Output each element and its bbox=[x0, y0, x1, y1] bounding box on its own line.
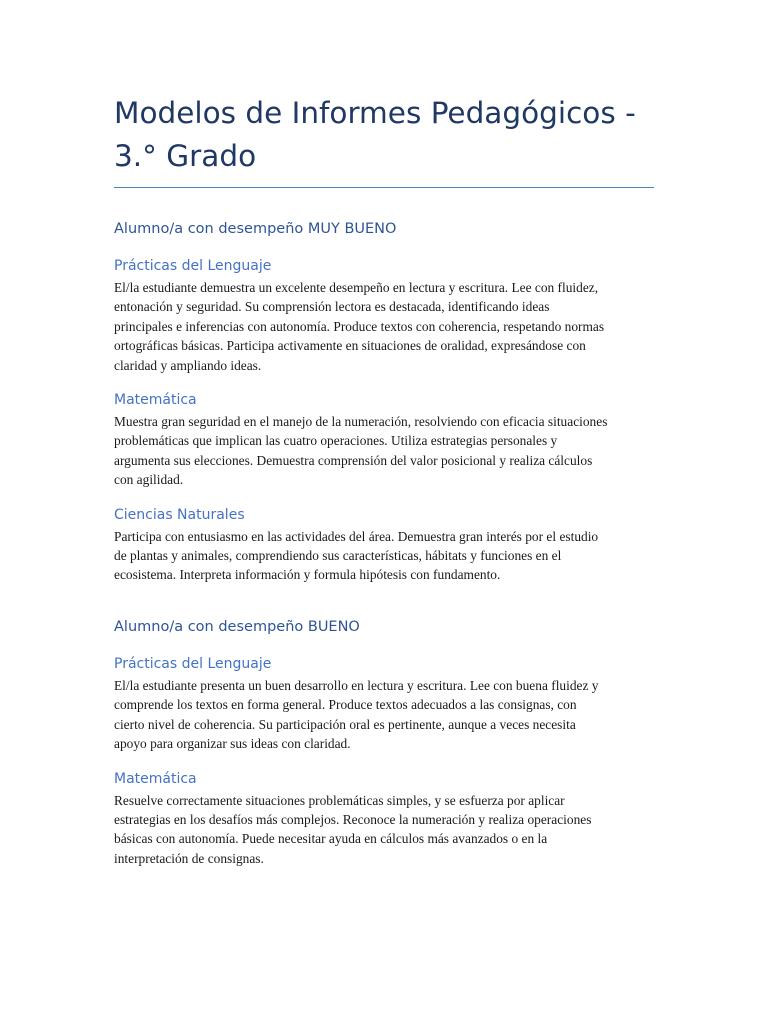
subject-block bbox=[114, 505, 644, 585]
subject-block bbox=[114, 256, 644, 375]
subject-block bbox=[114, 654, 644, 754]
subject-paragraph bbox=[114, 412, 644, 490]
paragraph-line: básicas con autonomía. Puede necesitar ayuda en cálculos más avanzados o en la bbox=[114, 831, 548, 847]
section-heading: Alumno/a con desempeño BUENO bbox=[114, 618, 360, 635]
paragraph-line: Participa con entusiasmo en las actividades del área. Demuestra gran interés por el estudio bbox=[114, 528, 599, 544]
document-title: Modelos de Informes Pedagógicos - 3.° Grado bbox=[114, 92, 654, 188]
paragraph-line: con agilidad. bbox=[114, 472, 184, 488]
section-muy-bueno bbox=[114, 219, 644, 585]
section-heading: Alumno/a con desempeño MUY BUENO bbox=[114, 221, 397, 237]
subject-heading: Prácticas del Lenguaje bbox=[114, 258, 272, 274]
paragraph-line: estrategias en los desafíos más complejos. Reconoce la numeración y realiza operaciones bbox=[114, 811, 592, 827]
paragraph-line: ortográficas básicas. Participa activamente en situaciones de oralidad, expresándose con bbox=[114, 338, 586, 354]
subject-paragraph bbox=[114, 527, 644, 585]
paragraph-line: de plantas y animales, comprendiendo sus características, hábitats y funciones en el bbox=[114, 548, 562, 564]
subject-heading: Matemática bbox=[114, 392, 197, 409]
paragraph-line: El/la estudiante demuestra un excelente desempeño en lectura y escritura. Lee con fluidez, bbox=[114, 280, 599, 295]
subject-heading: Ciencias Naturales bbox=[114, 506, 245, 523]
paragraph-line: apoyo para organizar sus ideas con claridad. bbox=[114, 736, 351, 752]
subject-paragraph bbox=[114, 791, 644, 869]
paragraph-line: interpretación de consignas. bbox=[114, 850, 264, 866]
paragraph-line: claridad y ampliando ideas. bbox=[114, 357, 262, 373]
paragraph-line: argumenta sus elecciones. Demuestra comprensión del valor posicional y realiza cálculos bbox=[114, 452, 593, 468]
paragraph-line: entonación y seguridad. Su comprensión lectora es destacada, identificando ideas bbox=[114, 299, 550, 315]
paragraph-line: comprende los textos en forma general. Produce textos adecuados a las consignas, con bbox=[114, 697, 577, 713]
paragraph-line: problemáticas que implican las cuatro operaciones. Utiliza estrategias personales y bbox=[114, 433, 558, 449]
paragraph-line: principales e inferencias con autonomía. Produce textos con coherencia, respetando normas bbox=[114, 318, 605, 334]
subject-block bbox=[114, 390, 644, 490]
subject-heading: Matemática bbox=[114, 770, 197, 787]
subject-paragraph bbox=[114, 278, 644, 375]
paragraph-line: Muestra gran seguridad en el manejo de la numeración, resolviendo con eficacia situaciones bbox=[114, 414, 608, 430]
paragraph-line: El/la estudiante presenta un buen desarrollo en lectura y escritura. Lee con buena fluidez y bbox=[114, 677, 599, 693]
subject-heading: Prácticas del Lenguaje bbox=[114, 655, 272, 672]
document-page bbox=[114, 92, 644, 868]
paragraph-line: cierto nivel de coherencia. Su participación oral es pertinente, aunque a veces necesita bbox=[114, 716, 576, 732]
paragraph-line: Resuelve correctamente situaciones problemáticas simples, y se esfuerza por aplicar bbox=[114, 792, 565, 808]
subject-block bbox=[114, 769, 644, 869]
paragraph-line: ecosistema. Interpreta información y formula hipótesis con fundamento. bbox=[114, 567, 501, 583]
section-bueno bbox=[114, 617, 644, 868]
subject-paragraph bbox=[114, 676, 644, 754]
